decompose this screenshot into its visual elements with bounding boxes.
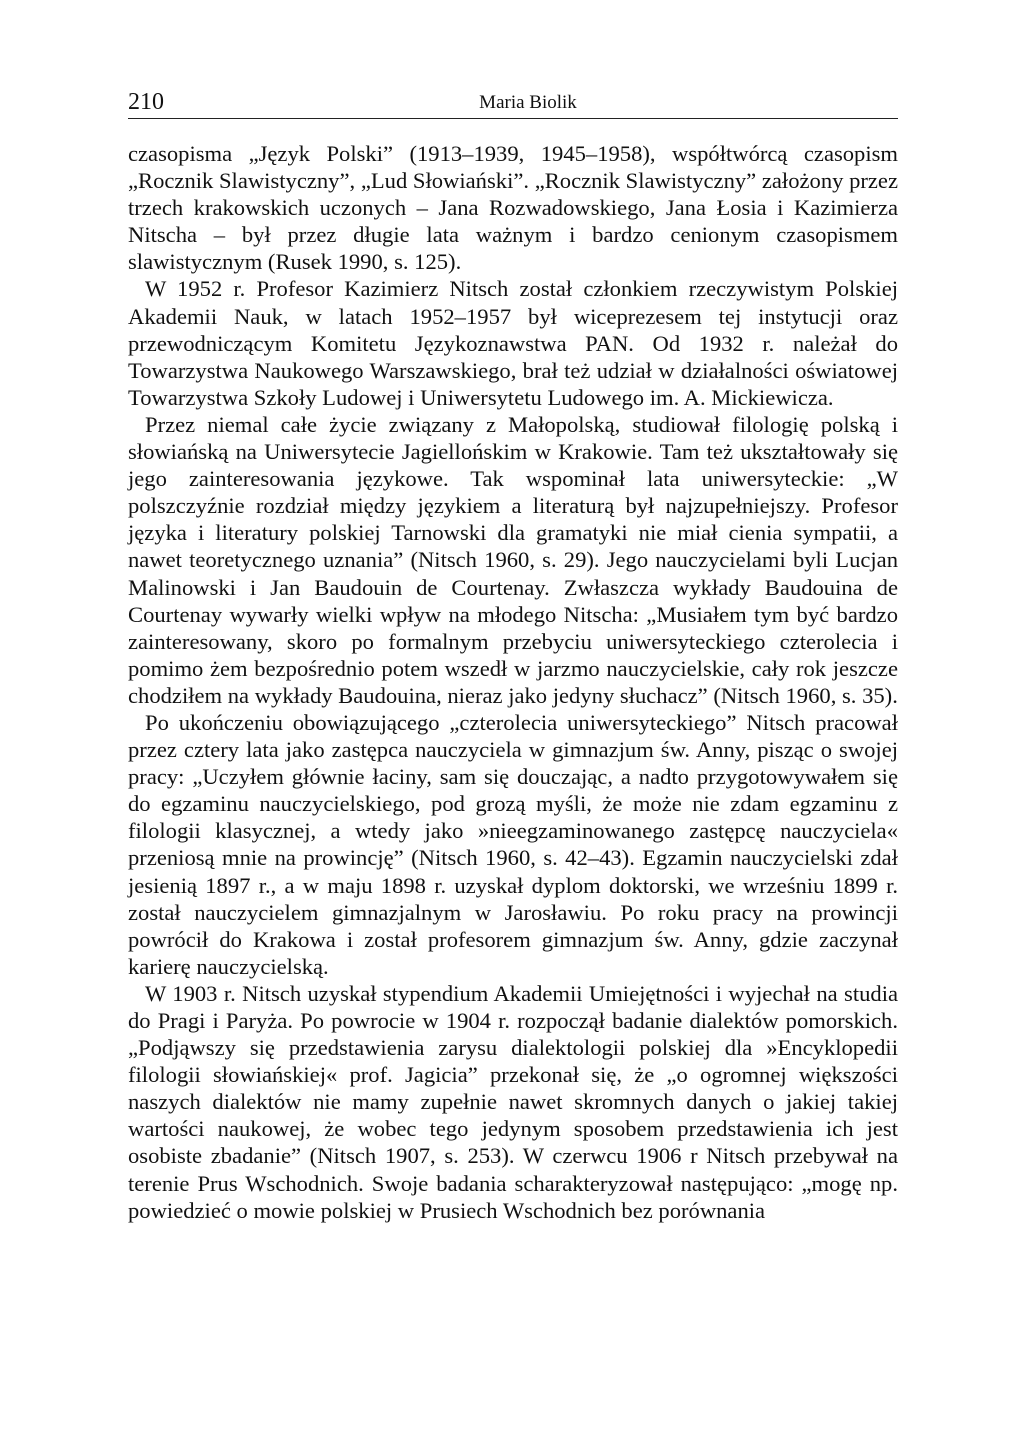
page-number: 210 — [128, 89, 164, 115]
paragraph-3: Przez niemal całe życie związany z Małopolską, studiował filologię polską i słowiańską na Uniwersytecie Jagiellońskim w Krakowie. Tam też ukształtowały się jego zainteresowania językowe. Tak wspominał lata uniwersyteckie: „W polszczyźnie rozdział między językiem a literaturą był najzupełniejszy. Profesor języka i literatury polskiej Tarnowski dla gramatyki nie miał cienia sympatii, a nawet teoretycznego uznania” (Nitsch 1960, s. 29). Jego nauczycielami byli Lucjan Malinowski i Jan Baudouin de Courtenay. Zwłaszcza wykłady Baudouina de Courtenay wywarły wielki wpływ na młodego Nitscha: „Musiałem tym być bardzo zainteresowany, skoro po formalnym przebyciu uniwersyteckiego czterolecia i pomimo żem bezpośrednio potem wszedł w jarzmo nauczycielskie, cały rok jeszcze chodziłem na wykłady Baudouina, nieraz jako jedyny słuchacz” (Nitsch 1960, s. 35). — [128, 411, 898, 708]
paragraph-5: W 1903 r. Nitsch uzyskał stypendium Akademii Umiejętności i wyjechał na studia do Pragi i Paryża. Po powrocie w 1904 r. rozpoczął badanie dialektów pomorskich. „Podjąwszy się przedstawienia zarysu dialektologii polskiej dla »Encyklopedii filologii słowiańskiej« prof. Jagicia” przekonał się, że „o ogromnej większości naszych dialektów nie mamy zupełnie nawet skromnych danych o jakiej takiej wartości naukowej, że wobec tego jedynym sposobem przedstawienia ich jest osobiste zbadanie” (Nitsch 1907, s. 253). W czerwcu 1906 r Nitsch przebywał na terenie Prus Wschodnich. Swoje badania scharakteryzował następująco: „mogę np. powiedzieć o mowie polskiej w Prusiech Wschodnich bez porównania — [128, 980, 898, 1223]
paragraph-2: W 1952 r. Profesor Kazimierz Nitsch został członkiem rzeczywistym Polskiej Akademii Nauk, w latach 1952–1957 był wiceprezesem tej instytucji oraz przewodniczącym Komitetu Językoznawstwa PAN. Od 1932 r. należał do Towarzystwa Naukowego Warszawskiego, brał też udział w działalności oświatowej Towarzystwa Szkoły Ludowej i Uniwersytetu Ludowego im. A. Mickiewicza. — [128, 276, 898, 410]
paragraph-1: czasopisma „Język Polski” (1913–1939, 1945–1958), współtwórcą czasopism „Rocznik Slawistyczny”, „Lud Słowiański”. „Rocznik Slawistyczny” założony przez trzech krakowskich uczonych – Jana Rozwadowskiego, Jana Łosia i Kazimierza Nitscha – był przez długie lata ważnym i bardzo cenionym czasopismem slawistycznym (Rusek 1990, s. 125). — [128, 141, 898, 275]
document-page — [128, 88, 898, 1224]
running-header — [128, 88, 898, 119]
paragraph-4: Po ukończeniu obowiązującego „czterolecia uniwersyteckiego” Nitsch pracował przez cztery lata jako zastępca nauczyciela w gimnazjum św. Anny, pisząc o swojej pracy: „Uczyłem głównie łaciny, sam się douczając, a nadto przygotowywałem się do egzaminu nauczycielskiego, pod grozą myśli, że może nie zdam egzaminu z filologii klasycznej, a wtedy jako »nieegzaminowanego zastępcę nauczyciela« przeniosą mnie na prowincję” (Nitsch 1960, s. 42–43). Egzamin nauczycielski zdał jesienią 1897 r., a w maju 1898 r. uzyskał dyplom doktorski, we wrześniu 1899 r. został nauczycielem gimnazjalnym w Jarosławiu. Po roku pracy na prowincji powrócił do Krakowa i został profesorem gimnazjum św. Anny, gdzie zaczynał karierę nauczycielską. — [128, 709, 898, 979]
running-title: Maria Biolik — [479, 92, 577, 113]
body-text — [128, 140, 898, 1224]
